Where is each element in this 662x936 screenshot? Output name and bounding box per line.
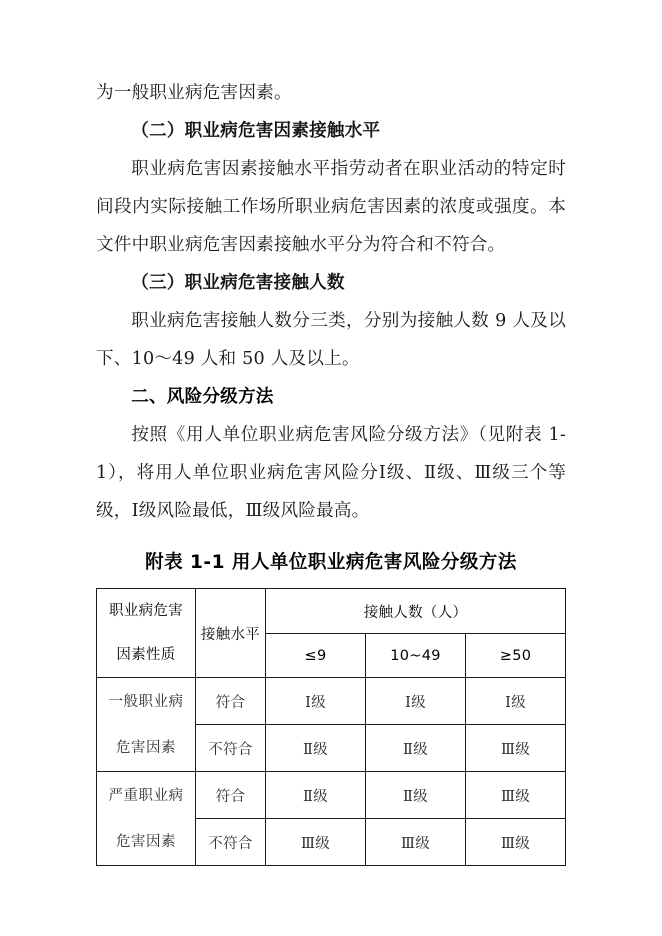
row-header-general-hazard (97, 678, 196, 772)
cell-level: 符合 (196, 678, 266, 725)
cell-grade: Ⅱ级 (366, 725, 466, 772)
header-hazard-nature (97, 589, 196, 678)
row-header-severe-hazard-line2: 危害因素 (116, 833, 176, 850)
table-row (97, 678, 566, 725)
cell-grade: Ⅰ级 (266, 678, 366, 725)
header-count-ge50: ≥50 (466, 634, 566, 678)
cell-grade: Ⅲ级 (466, 772, 566, 819)
paragraph-exposure-count: 职业病危害接触人数分三类，分别为接触人数 9 人及以下、10～49 人和 50 人及以上。 (96, 311, 566, 369)
header-hazard-nature-line1: 职业病危害 (109, 603, 183, 620)
paragraph-exposure-level: 职业病危害因素接触水平指劳动者在职业活动的特定时间段内实际接触工作场所职业病危害因素的浓度或强度。本文件中职业病危害因素接触水平分为符合和不符合。 (96, 159, 566, 255)
paragraph-continuation: 为一般职业病危害因素。 (96, 83, 292, 103)
cell-grade: Ⅲ级 (466, 819, 566, 866)
heading-section-risk-grading: 二、风险分级方法 (131, 387, 274, 407)
header-exposure-level: 接触水平 (196, 589, 266, 678)
table-body (97, 678, 566, 866)
cell-grade: Ⅲ级 (266, 819, 366, 866)
cell-level: 符合 (196, 772, 266, 819)
cell-level: 不符合 (196, 819, 266, 866)
table-header-row-1 (97, 589, 566, 634)
table-caption: 附表 1-1 用人单位职业病危害风险分级方法 (145, 552, 517, 573)
page-content (96, 74, 566, 866)
cell-grade: Ⅰ级 (366, 678, 466, 725)
cell-grade: Ⅱ级 (266, 772, 366, 819)
header-hazard-nature-line2: 因素性质 (116, 646, 176, 663)
paragraph-grading-method: 按照《用人单位职业病危害风险分级方法》（见附表 1-1），将用人单位职业病危害风险分Ⅰ级、Ⅱ级、Ⅲ级三个等级，Ⅰ级风险最低，Ⅲ级风险最高。 (96, 425, 566, 521)
heading-exposure-count: （三）职业病危害接触人数 (131, 273, 345, 293)
header-count-10-49: 10~49 (366, 634, 466, 678)
table-row (97, 772, 566, 819)
row-header-severe-hazard (97, 772, 196, 866)
cell-grade: Ⅱ级 (266, 725, 366, 772)
row-header-general-hazard-line2: 危害因素 (116, 739, 176, 756)
cell-grade: Ⅲ级 (366, 819, 466, 866)
cell-level: 不符合 (196, 725, 266, 772)
row-header-severe-hazard-line1: 严重职业病 (108, 787, 184, 804)
cell-grade: Ⅱ级 (366, 772, 466, 819)
heading-exposure-level: （二）职业病危害因素接触水平 (131, 121, 381, 141)
header-exposure-count-group: 接触人数（人） (266, 589, 566, 634)
table-head (97, 589, 566, 678)
risk-grading-table (96, 588, 566, 866)
cell-grade: Ⅲ级 (466, 725, 566, 772)
row-header-general-hazard-line1: 一般职业病 (108, 693, 184, 710)
header-count-le9: ≤9 (266, 634, 366, 678)
cell-grade: Ⅰ级 (466, 678, 566, 725)
